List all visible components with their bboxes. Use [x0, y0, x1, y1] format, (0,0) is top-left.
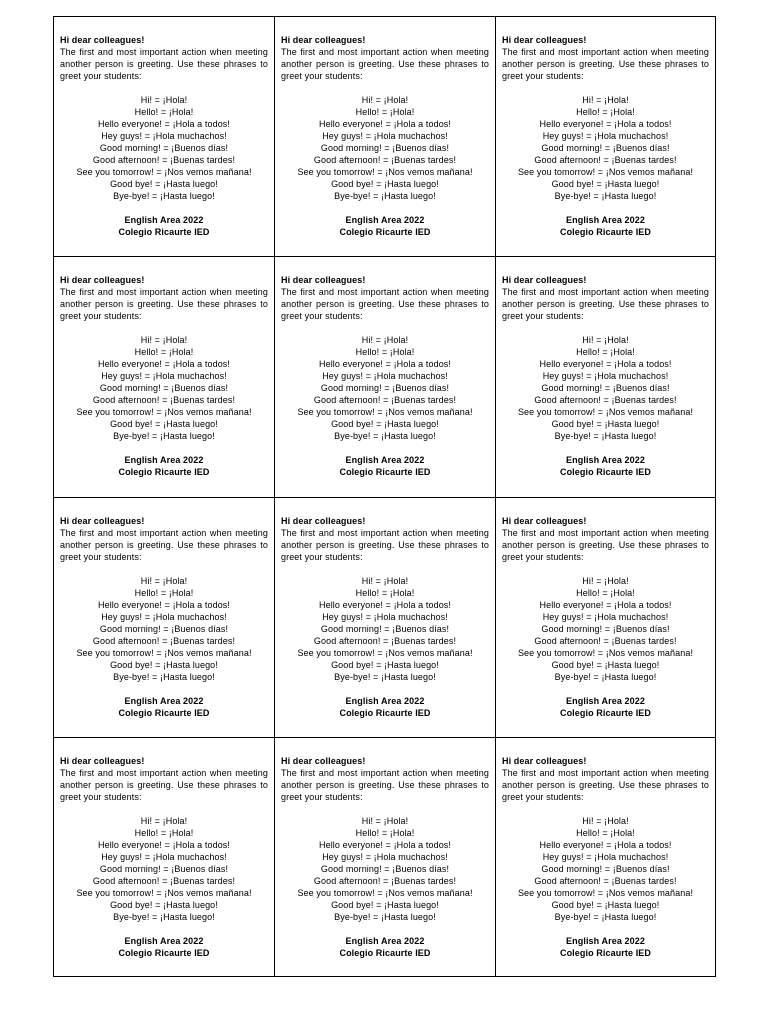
greeting-card	[54, 257, 275, 498]
card-greeting: Hi dear colleagues!	[502, 275, 587, 285]
card-intro: The first and most important action when meeting another person is greeting. Use these phrases to greet your students:	[502, 287, 709, 321]
card-footer	[281, 695, 489, 719]
phrase-item: Hello everyone! = ¡Hola a todos!	[539, 359, 672, 369]
phrase-item: See you tomorrow! = ¡Nos vemos mañana!	[76, 407, 252, 417]
footer-area: English Area 2022	[566, 215, 645, 225]
footer-school: Colegio Ricaurte IED	[339, 948, 431, 958]
phrase-item: Bye-bye! = ¡Hasta luego!	[113, 431, 215, 441]
greeting-card	[275, 257, 496, 498]
phrase-item: Hello everyone! = ¡Hola a todos!	[318, 119, 452, 129]
footer-school: Colegio Ricaurte IED	[559, 467, 651, 477]
phrase-item: Hey guys! = ¡Hola muchachos!	[542, 371, 669, 381]
greeting-card	[496, 498, 715, 738]
phrase-list	[502, 334, 709, 442]
phrase-item: Hey guys! = ¡Hola muchachos!	[542, 131, 669, 141]
phrase-list	[502, 815, 709, 923]
phrase-item: Hello! = ¡Hola!	[576, 107, 635, 117]
phrase-item: Bye-bye! = ¡Hasta luego!	[113, 191, 215, 201]
card-footer	[60, 935, 268, 959]
card-intro: The first and most important action when meeting another person is greeting. Use these phrases to greet your students:	[60, 47, 268, 81]
card-intro: The first and most important action when meeting another person is greeting. Use these phrases to greet your students:	[60, 528, 268, 562]
phrase-item: Good afternoon! = ¡Buenas tardes!	[534, 636, 677, 646]
card-greeting: Hi dear colleagues!	[60, 35, 145, 45]
phrase-item: Hello everyone! = ¡Hola a todos!	[97, 600, 231, 610]
phrase-item: Good bye! = ¡Hasta luego!	[551, 419, 660, 429]
phrase-item: Good afternoon! = ¡Buenas tardes!	[92, 395, 236, 405]
card-footer	[281, 454, 489, 478]
phrase-item: Good bye! = ¡Hasta luego!	[110, 900, 218, 910]
phrase-item: Good morning! = ¡Buenos días!	[99, 383, 229, 393]
phrase-item: Good bye! = ¡Hasta luego!	[331, 660, 439, 670]
phrase-item: Bye-bye! = ¡Hasta luego!	[334, 191, 436, 201]
phrase-item: Hey guys! = ¡Hola muchachos!	[542, 852, 669, 862]
phrase-list	[60, 815, 268, 923]
phrase-item: Hi! = ¡Hola!	[361, 576, 409, 586]
phrase-item: Hey guys! = ¡Hola muchachos!	[322, 852, 448, 862]
phrase-item: See you tomorrow! = ¡Nos vemos mañana!	[517, 648, 694, 658]
footer-school: Colegio Ricaurte IED	[339, 227, 431, 237]
footer-area: English Area 2022	[124, 215, 204, 225]
phrase-item: Hey guys! = ¡Hola muchachos!	[101, 371, 227, 381]
card-intro: The first and most important action when meeting another person is greeting. Use these phrases to greet your students:	[281, 528, 489, 562]
phrase-item: Good bye! = ¡Hasta luego!	[110, 179, 218, 189]
phrase-item: Bye-bye! = ¡Hasta luego!	[554, 672, 657, 682]
phrase-item: Hello! = ¡Hola!	[134, 588, 194, 598]
phrase-item: Good afternoon! = ¡Buenas tardes!	[92, 876, 236, 886]
card-footer	[281, 214, 489, 238]
phrase-item: Bye-bye! = ¡Hasta luego!	[554, 912, 657, 922]
phrase-item: Hey guys! = ¡Hola muchachos!	[322, 612, 448, 622]
phrase-item: Good morning! = ¡Buenos días!	[541, 383, 670, 393]
phrase-item: Hello! = ¡Hola!	[134, 828, 194, 838]
phrase-item: Good morning! = ¡Buenos días!	[99, 864, 229, 874]
phrase-item: Hello! = ¡Hola!	[576, 828, 635, 838]
card-footer	[502, 214, 709, 238]
card-footer	[281, 935, 489, 959]
phrase-item: Hi! = ¡Hola!	[140, 576, 188, 586]
phrase-item: Hi! = ¡Hola!	[140, 816, 188, 826]
phrase-item: Good bye! = ¡Hasta luego!	[110, 660, 218, 670]
footer-school: Colegio Ricaurte IED	[339, 708, 431, 718]
phrase-item: Hi! = ¡Hola!	[361, 95, 409, 105]
card-intro: The first and most important action when meeting another person is greeting. Use these phrases to greet your students:	[281, 287, 489, 321]
card-greeting: Hi dear colleagues!	[502, 756, 587, 766]
phrase-list	[281, 94, 489, 202]
phrase-item: See you tomorrow! = ¡Nos vemos mañana!	[297, 888, 473, 898]
phrase-item: Hello! = ¡Hola!	[355, 107, 415, 117]
footer-area: English Area 2022	[124, 696, 204, 706]
greeting-card	[54, 17, 275, 257]
phrase-item: See you tomorrow! = ¡Nos vemos mañana!	[517, 407, 694, 417]
phrase-item: Good afternoon! = ¡Buenas tardes!	[313, 395, 457, 405]
phrase-item: Hello! = ¡Hola!	[355, 588, 415, 598]
phrase-item: Hello everyone! = ¡Hola a todos!	[539, 119, 672, 129]
footer-area: English Area 2022	[566, 936, 645, 946]
phrase-item: Hi! = ¡Hola!	[361, 335, 409, 345]
phrase-item: Hello! = ¡Hola!	[355, 828, 415, 838]
card-intro: The first and most important action when meeting another person is greeting. Use these phrases to greet your students:	[502, 528, 709, 562]
greeting-card	[275, 17, 496, 257]
phrase-list	[502, 94, 709, 202]
phrase-item: See you tomorrow! = ¡Nos vemos mañana!	[517, 167, 694, 177]
phrase-item: Good afternoon! = ¡Buenas tardes!	[313, 636, 457, 646]
phrase-item: Hello! = ¡Hola!	[134, 107, 194, 117]
phrase-item: Hey guys! = ¡Hola muchachos!	[101, 852, 227, 862]
phrase-item: Hello everyone! = ¡Hola a todos!	[97, 119, 231, 129]
phrase-item: Hello! = ¡Hola!	[576, 347, 635, 357]
card-greeting: Hi dear colleagues!	[281, 516, 366, 526]
phrase-list	[60, 334, 268, 442]
greeting-card	[496, 17, 715, 257]
phrase-item: Good afternoon! = ¡Buenas tardes!	[313, 155, 457, 165]
phrase-list	[60, 94, 268, 202]
phrase-item: Hi! = ¡Hola!	[361, 816, 409, 826]
card-intro: The first and most important action when meeting another person is greeting. Use these phrases to greet your students:	[281, 47, 489, 81]
footer-school: Colegio Ricaurte IED	[559, 708, 651, 718]
phrase-item: Bye-bye! = ¡Hasta luego!	[334, 431, 436, 441]
phrase-item: Hello! = ¡Hola!	[355, 347, 415, 357]
phrase-item: Good morning! = ¡Buenos días!	[320, 383, 450, 393]
phrase-item: Hello! = ¡Hola!	[134, 347, 194, 357]
footer-school: Colegio Ricaurte IED	[118, 467, 210, 477]
footer-school: Colegio Ricaurte IED	[339, 467, 431, 477]
phrase-item: Good afternoon! = ¡Buenas tardes!	[313, 876, 457, 886]
card-greeting: Hi dear colleagues!	[60, 516, 145, 526]
phrase-item: See you tomorrow! = ¡Nos vemos mañana!	[76, 888, 252, 898]
footer-school: Colegio Ricaurte IED	[559, 227, 651, 237]
footer-area: English Area 2022	[124, 936, 204, 946]
footer-area: English Area 2022	[566, 696, 645, 706]
card-intro: The first and most important action when meeting another person is greeting. Use these phrases to greet your students:	[502, 47, 709, 81]
phrase-item: Bye-bye! = ¡Hasta luego!	[554, 191, 657, 201]
card-footer	[502, 695, 709, 719]
footer-area: English Area 2022	[345, 215, 425, 225]
phrase-item: Hey guys! = ¡Hola muchachos!	[101, 612, 227, 622]
phrase-list	[281, 575, 489, 683]
footer-area: English Area 2022	[345, 455, 425, 465]
phrase-item: Good morning! = ¡Buenos días!	[320, 143, 450, 153]
phrase-item: Good afternoon! = ¡Buenas tardes!	[534, 395, 677, 405]
footer-area: English Area 2022	[345, 936, 425, 946]
greeting-card	[54, 738, 275, 976]
card-greeting: Hi dear colleagues!	[502, 516, 587, 526]
phrase-item: Hi! = ¡Hola!	[582, 816, 629, 826]
phrase-item: See you tomorrow! = ¡Nos vemos mañana!	[76, 648, 252, 658]
phrase-item: Good morning! = ¡Buenos días!	[99, 624, 229, 634]
phrase-item: Bye-bye! = ¡Hasta luego!	[113, 672, 215, 682]
phrase-item: Hi! = ¡Hola!	[582, 576, 629, 586]
card-greeting: Hi dear colleagues!	[281, 756, 366, 766]
card-greeting: Hi dear colleagues!	[502, 35, 587, 45]
phrase-item: Hi! = ¡Hola!	[582, 335, 629, 345]
phrase-item: Hello everyone! = ¡Hola a todos!	[539, 840, 672, 850]
card-sheet	[53, 16, 716, 977]
phrase-item: Good morning! = ¡Buenos días!	[320, 864, 450, 874]
phrase-item: Hello! = ¡Hola!	[576, 588, 635, 598]
phrase-list	[281, 334, 489, 442]
phrase-item: Hey guys! = ¡Hola muchachos!	[101, 131, 227, 141]
phrase-item: Hello everyone! = ¡Hola a todos!	[318, 600, 452, 610]
card-intro: The first and most important action when meeting another person is greeting. Use these phrases to greet your students:	[60, 768, 268, 802]
phrase-item: Hello everyone! = ¡Hola a todos!	[318, 359, 452, 369]
phrase-item: Bye-bye! = ¡Hasta luego!	[334, 672, 436, 682]
greeting-card	[275, 498, 496, 738]
phrase-item: Bye-bye! = ¡Hasta luego!	[554, 431, 657, 441]
phrase-item: Hello everyone! = ¡Hola a todos!	[97, 359, 231, 369]
phrase-item: Good afternoon! = ¡Buenas tardes!	[534, 155, 677, 165]
footer-school: Colegio Ricaurte IED	[118, 227, 210, 237]
phrase-item: Hello everyone! = ¡Hola a todos!	[539, 600, 672, 610]
card-intro: The first and most important action when meeting another person is greeting. Use these phrases to greet your students:	[281, 768, 489, 802]
card-intro: The first and most important action when meeting another person is greeting. Use these phrases to greet your students:	[60, 287, 268, 321]
phrase-item: Good morning! = ¡Buenos días!	[99, 143, 229, 153]
phrase-item: Good bye! = ¡Hasta luego!	[110, 419, 218, 429]
card-greeting: Hi dear colleagues!	[281, 35, 366, 45]
footer-school: Colegio Ricaurte IED	[118, 708, 210, 718]
greeting-card	[496, 738, 715, 976]
phrase-item: Hi! = ¡Hola!	[140, 95, 188, 105]
phrase-list	[502, 575, 709, 683]
phrase-item: Good morning! = ¡Buenos días!	[541, 624, 670, 634]
card-footer	[60, 214, 268, 238]
phrase-item: Hey guys! = ¡Hola muchachos!	[322, 371, 448, 381]
greeting-card	[54, 498, 275, 738]
greeting-card	[496, 257, 715, 498]
footer-area: English Area 2022	[124, 455, 204, 465]
phrase-list	[60, 575, 268, 683]
card-greeting: Hi dear colleagues!	[60, 275, 145, 285]
phrase-item: Good bye! = ¡Hasta luego!	[331, 179, 439, 189]
phrase-item: Hello everyone! = ¡Hola a todos!	[97, 840, 231, 850]
phrase-item: Good afternoon! = ¡Buenas tardes!	[534, 876, 677, 886]
card-greeting: Hi dear colleagues!	[60, 756, 145, 766]
phrase-item: See you tomorrow! = ¡Nos vemos mañana!	[297, 407, 473, 417]
phrase-item: Hey guys! = ¡Hola muchachos!	[542, 612, 669, 622]
phrase-item: See you tomorrow! = ¡Nos vemos mañana!	[297, 648, 473, 658]
phrase-item: Good bye! = ¡Hasta luego!	[331, 900, 439, 910]
phrase-item: Hello everyone! = ¡Hola a todos!	[318, 840, 452, 850]
footer-area: English Area 2022	[566, 455, 645, 465]
card-greeting: Hi dear colleagues!	[281, 275, 366, 285]
phrase-item: Good bye! = ¡Hasta luego!	[331, 419, 439, 429]
phrase-item: Bye-bye! = ¡Hasta luego!	[334, 912, 436, 922]
phrase-item: Hi! = ¡Hola!	[582, 95, 629, 105]
phrase-list	[281, 815, 489, 923]
footer-school: Colegio Ricaurte IED	[559, 948, 651, 958]
card-footer	[502, 935, 709, 959]
card-footer	[502, 454, 709, 478]
phrase-item: Good afternoon! = ¡Buenas tardes!	[92, 155, 236, 165]
card-intro: The first and most important action when meeting another person is greeting. Use these phrases to greet your students:	[502, 768, 709, 802]
phrase-item: Good morning! = ¡Buenos días!	[541, 864, 670, 874]
phrase-item: See you tomorrow! = ¡Nos vemos mañana!	[76, 167, 252, 177]
footer-area: English Area 2022	[345, 696, 425, 706]
phrase-item: Good afternoon! = ¡Buenas tardes!	[92, 636, 236, 646]
phrase-item: Hey guys! = ¡Hola muchachos!	[322, 131, 448, 141]
phrase-item: Good bye! = ¡Hasta luego!	[551, 900, 660, 910]
footer-school: Colegio Ricaurte IED	[118, 948, 210, 958]
card-footer	[60, 454, 268, 478]
phrase-item: Hi! = ¡Hola!	[140, 335, 188, 345]
phrase-item: Good morning! = ¡Buenos días!	[320, 624, 450, 634]
phrase-item: Good morning! = ¡Buenos días!	[541, 143, 670, 153]
phrase-item: Good bye! = ¡Hasta luego!	[551, 179, 660, 189]
card-footer	[60, 695, 268, 719]
phrase-item: Bye-bye! = ¡Hasta luego!	[113, 912, 215, 922]
phrase-item: See you tomorrow! = ¡Nos vemos mañana!	[297, 167, 473, 177]
greeting-card	[275, 738, 496, 976]
phrase-item: Good bye! = ¡Hasta luego!	[551, 660, 660, 670]
phrase-item: See you tomorrow! = ¡Nos vemos mañana!	[517, 888, 694, 898]
